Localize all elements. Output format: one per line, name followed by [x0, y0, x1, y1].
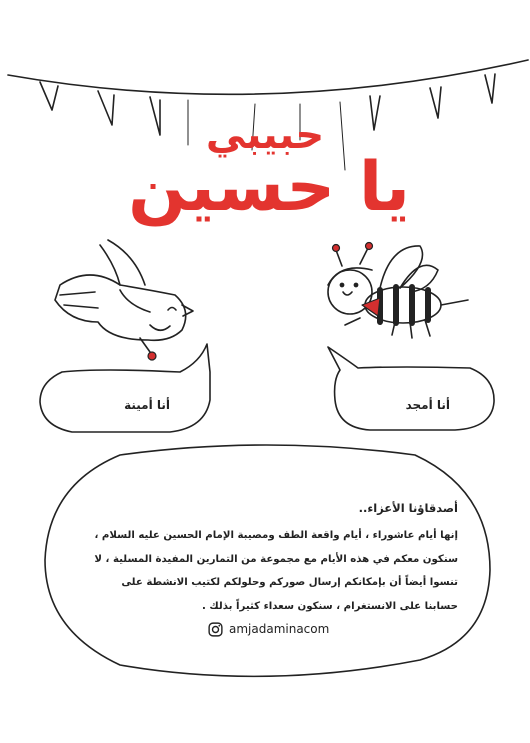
bird-cheek [148, 352, 156, 360]
speaker-label-amina: أنا أمينة [124, 398, 170, 412]
speaker-label-amjad: أنا أمجد [405, 398, 450, 412]
antenna-right [366, 243, 373, 250]
message-body: إنها أيام عاشوراء ، أيام واقعة الطف ومصيبة الإمام الحسين عليه السلام ، سنكون معكم في هذه الأيام مع مجموعة من التمارين المفيدة المسلية ، لا تنسوا أيضاً أن بإمكانكم إرسال صوركم وحلولكم لكتيب الانشطة على حسابنا على الانستغرام ، سنكون سعداء كثيراً بذلك . [94, 530, 458, 612]
title-line-1: حبيبي [205, 112, 325, 158]
speech-bubble-left [40, 344, 210, 432]
bird-illustration [55, 240, 193, 352]
instagram-handle[interactable]: amjadaminacom [229, 622, 330, 636]
speech-bubble-right [328, 347, 494, 430]
title-line-2: يا حسين [128, 148, 410, 227]
message-text [88, 498, 458, 618]
instagram-icon [208, 622, 223, 637]
social-handle-row[interactable] [208, 619, 329, 639]
antenna-left [333, 245, 340, 252]
bee-illustration [328, 246, 468, 338]
garland-rope [8, 60, 528, 94]
message-greeting: أصدقاؤنا الأعزاء.. [358, 501, 458, 515]
